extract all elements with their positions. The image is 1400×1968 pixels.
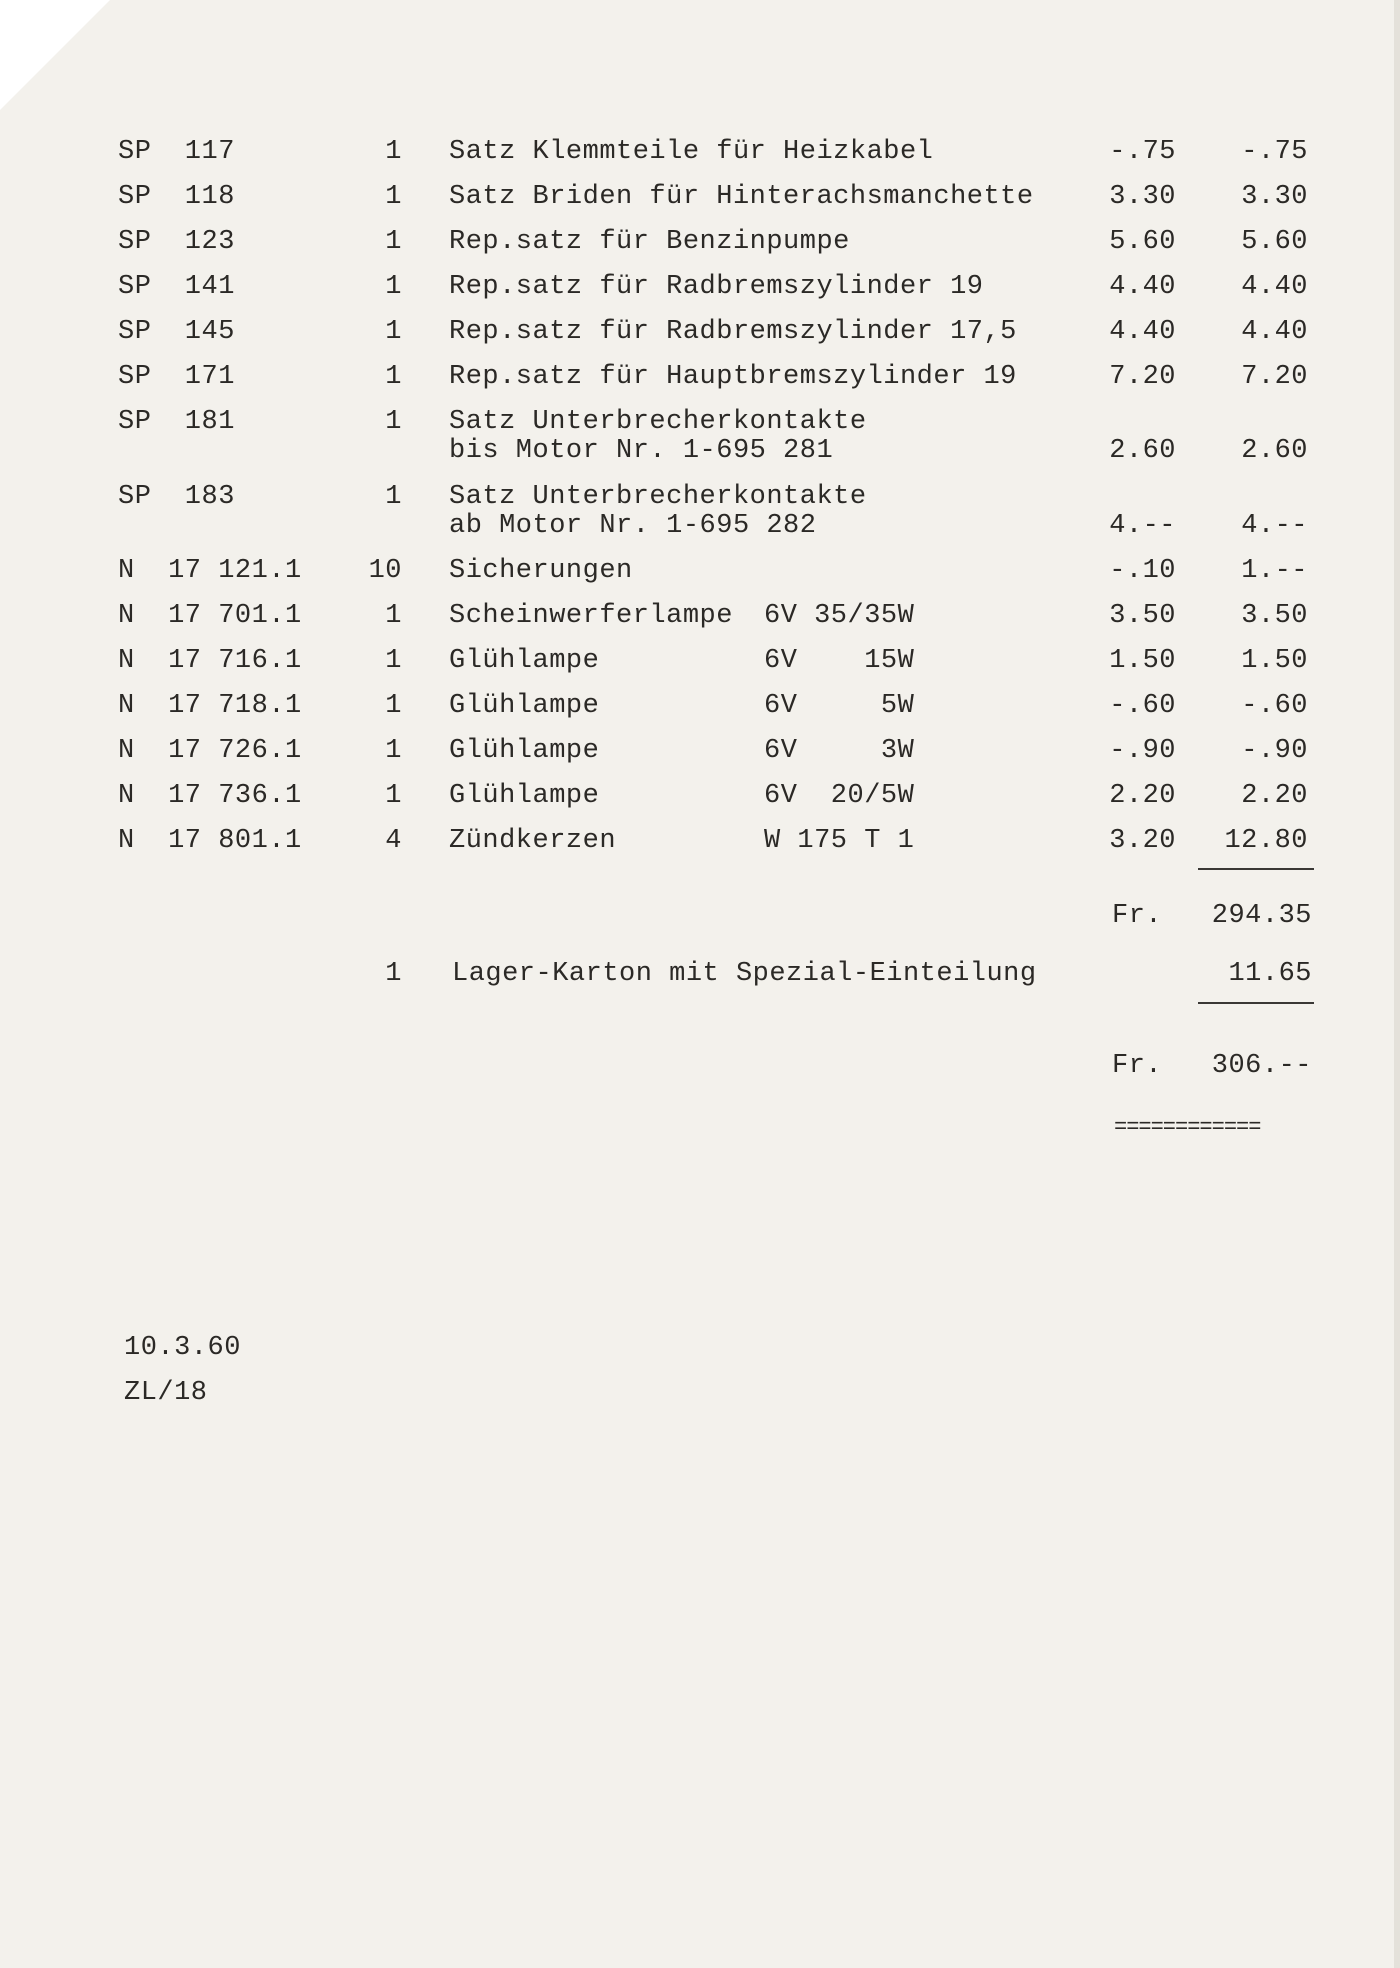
subtotal-rule xyxy=(1198,868,1314,870)
unit-price: 3.20 xyxy=(1109,826,1176,856)
unit-price: -.60 xyxy=(1109,691,1176,721)
quantity: 1 xyxy=(385,182,402,212)
grand-total-currency: Fr. xyxy=(1112,1051,1163,1081)
quantity: 1 xyxy=(385,646,402,676)
part-code: SP 181 xyxy=(118,407,235,437)
description: Rep.satz für Radbremszylinder 19 xyxy=(449,272,984,302)
extra-total: 11.65 xyxy=(1228,959,1312,989)
quantity: 1 xyxy=(385,272,402,302)
extra-quantity: 1 xyxy=(385,959,402,989)
description: Satz Unterbrecherkontakte xyxy=(449,482,867,512)
unit-price: 4.-- xyxy=(1109,511,1176,541)
description: Glühlampe xyxy=(449,736,600,766)
line-total: 2.60 xyxy=(1241,436,1308,466)
unit-price: 4.40 xyxy=(1109,272,1176,302)
unit-price: 4.40 xyxy=(1109,317,1176,347)
specification: 6V 35/35W xyxy=(764,601,915,631)
part-code: SP 145 xyxy=(118,317,235,347)
part-code: N 17 718.1 xyxy=(118,691,302,721)
quantity: 1 xyxy=(385,227,402,257)
line-total: 12.80 xyxy=(1224,826,1308,856)
line-total: -.90 xyxy=(1241,736,1308,766)
quantity: 1 xyxy=(385,781,402,811)
unit-price: 7.20 xyxy=(1109,362,1176,392)
line-total: 3.50 xyxy=(1241,601,1308,631)
line-total: 5.60 xyxy=(1241,227,1308,257)
extra-description: Lager-Karton mit Spezial-Einteilung xyxy=(452,959,1037,989)
description: Scheinwerferlampe xyxy=(449,601,733,631)
quantity: 1 xyxy=(385,601,402,631)
description: Glühlampe xyxy=(449,646,600,676)
page-edge xyxy=(1394,0,1400,1968)
grand-total-amount: 306.-- xyxy=(1211,1051,1312,1081)
part-code: SP 123 xyxy=(118,227,235,257)
part-code: N 17 801.1 xyxy=(118,826,302,856)
specification: 6V 5W xyxy=(764,691,915,721)
subtotal-amount: 294.35 xyxy=(1211,901,1312,931)
unit-price: 2.20 xyxy=(1109,781,1176,811)
description: Rep.satz für Benzinpumpe xyxy=(449,227,850,257)
description: Rep.satz für Radbremszylinder 17,5 xyxy=(449,317,1017,347)
description: Satz Unterbrecherkontakte xyxy=(449,407,867,437)
unit-price: -.10 xyxy=(1109,556,1176,586)
specification: 6V 3W xyxy=(764,736,915,766)
part-code: N 17 726.1 xyxy=(118,736,302,766)
quantity: 1 xyxy=(385,482,402,512)
part-code: SP 118 xyxy=(118,182,235,212)
quantity: 1 xyxy=(385,736,402,766)
line-total: 3.30 xyxy=(1241,182,1308,212)
part-code: SP 171 xyxy=(118,362,235,392)
total-rule xyxy=(1198,1002,1314,1004)
part-code: N 17 716.1 xyxy=(118,646,302,676)
quantity: 1 xyxy=(385,691,402,721)
description-line-2: ab Motor Nr. 1-695 282 xyxy=(449,511,817,541)
description: Satz Klemmteile für Heizkabel xyxy=(449,137,934,167)
line-total: -.75 xyxy=(1241,137,1308,167)
unit-price: 2.60 xyxy=(1109,436,1176,466)
folded-corner xyxy=(0,0,110,110)
line-total: 4.-- xyxy=(1241,511,1308,541)
document-date: 10.3.60 xyxy=(124,1333,241,1363)
unit-price: 5.60 xyxy=(1109,227,1176,257)
double-underline: ============ xyxy=(1114,1115,1261,1140)
quantity: 1 xyxy=(385,362,402,392)
quantity: 1 xyxy=(385,317,402,347)
description: Glühlampe xyxy=(449,781,600,811)
unit-price: 3.30 xyxy=(1109,182,1176,212)
line-total: 7.20 xyxy=(1241,362,1308,392)
quantity: 4 xyxy=(385,826,402,856)
part-code: N 17 736.1 xyxy=(118,781,302,811)
part-code: N 17 701.1 xyxy=(118,601,302,631)
specification: 6V 15W xyxy=(764,646,915,676)
description: Sicherungen xyxy=(449,556,633,586)
description: Glühlampe xyxy=(449,691,600,721)
quantity: 10 xyxy=(368,556,402,586)
line-total: 4.40 xyxy=(1241,272,1308,302)
description: Satz Briden für Hinterachsmanchette xyxy=(449,182,1034,212)
description: Zündkerzen xyxy=(449,826,617,856)
unit-price: -.75 xyxy=(1109,137,1176,167)
description-line-2: bis Motor Nr. 1-695 281 xyxy=(449,436,834,466)
part-code: SP 183 xyxy=(118,482,235,512)
unit-price: 1.50 xyxy=(1109,646,1176,676)
quantity: 1 xyxy=(385,137,402,167)
unit-price: 3.50 xyxy=(1109,601,1176,631)
document-reference: ZL/18 xyxy=(124,1378,208,1408)
line-total: 2.20 xyxy=(1241,781,1308,811)
part-code: N 17 121.1 xyxy=(118,556,302,586)
specification: 6V 20/5W xyxy=(764,781,915,811)
line-total: -.60 xyxy=(1241,691,1308,721)
description: Rep.satz für Hauptbremszylinder 19 xyxy=(449,362,1017,392)
line-total: 1.-- xyxy=(1241,556,1308,586)
part-code: SP 117 xyxy=(118,137,235,167)
line-total: 1.50 xyxy=(1241,646,1308,676)
unit-price: -.90 xyxy=(1109,736,1176,766)
subtotal-currency: Fr. xyxy=(1112,901,1163,931)
line-total: 4.40 xyxy=(1241,317,1308,347)
part-code: SP 141 xyxy=(118,272,235,302)
specification: W 175 T 1 xyxy=(764,826,915,856)
quantity: 1 xyxy=(385,407,402,437)
